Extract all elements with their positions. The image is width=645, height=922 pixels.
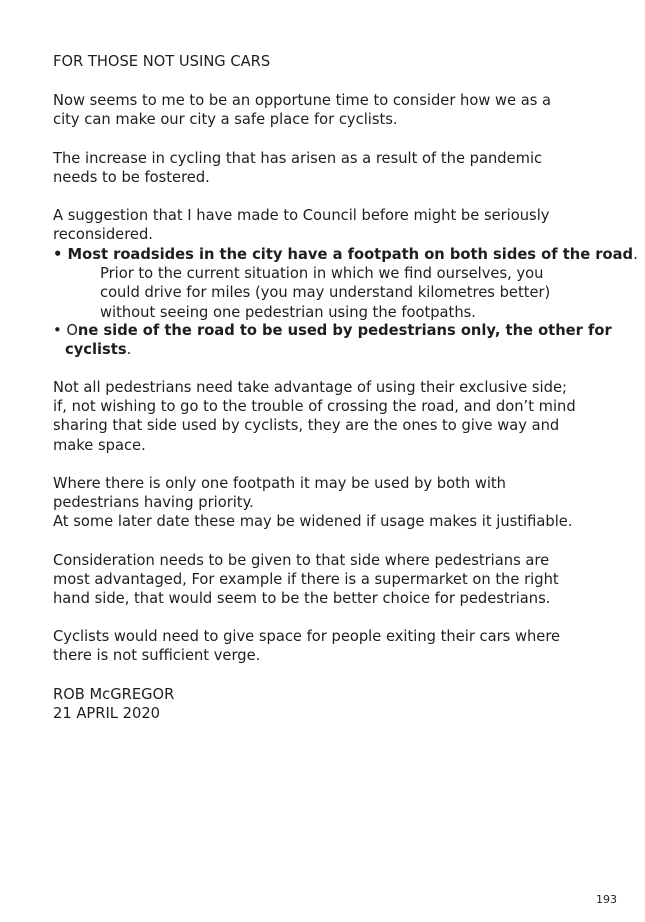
signature-block: [53, 685, 613, 723]
bullet-footpaths-bold: • Most roadsides in the city have a footpath on both sides of the road: [53, 246, 634, 263]
bullet-one-side-lead: • O: [53, 322, 78, 339]
paragraph-exclusive-side: Not all pedestrians need take advantage of using their exclusive side; if, not wishing to go to the trouble of crossing the road, and don’t mind sharing that side used by cyclists, they are the ones to give way and make space.: [53, 379, 576, 454]
paragraph-consideration: Consideration needs to be given to that side where pedestrians are most advantaged, For example if there is a supermarket on the right hand side, that would seem to be the better choice for pedestrians.: [53, 552, 559, 608]
bullet-footpaths-tail: .: [633, 246, 638, 263]
paragraph-one-footpath: Where there is only one footpath it may be used by both with pedestrians having priority. At some later date these may be widened if usage makes it justifiable.: [53, 475, 573, 531]
paragraph-suggestion: A suggestion that I have made to Council before might be seriously reconsidered.: [53, 207, 550, 244]
paragraph-cycling-increase: The increase in cycling that has arisen as a result of the pandemic needs to be fostered.: [53, 150, 543, 187]
paragraph-cyclists-space: Cyclists would need to give space for people exiting their cars where there is not sufficient verge.: [53, 628, 561, 665]
page-number: 193: [596, 893, 617, 906]
bullet-one-side-bold: ne side of the road to be used by pedestrians only, the other for: [77, 322, 612, 339]
bullet-one-side-bold-cont: cyclists: [65, 341, 127, 359]
paragraph-intro: Now seems to me to be an opportune time to consider how we as a city can make our city a safe place for cyclists.: [53, 92, 552, 129]
document-date: 21 APRIL 2020: [53, 705, 161, 723]
document-heading: FOR THOSE NOT USING CARS: [53, 53, 271, 70]
author-name: ROB McGREGOR: [53, 686, 175, 703]
bullet-one-side-tail: .: [126, 341, 132, 359]
bullet-footpaths: • Most roadsides in the city have a footpath on both sides of the road. Prior to the current situation in which we find ourselves, you could drive for miles (you may understand kilometres better) without seeing one pedestrian using the footpaths.: [53, 246, 638, 321]
bullet-one-side: [53, 321, 613, 359]
